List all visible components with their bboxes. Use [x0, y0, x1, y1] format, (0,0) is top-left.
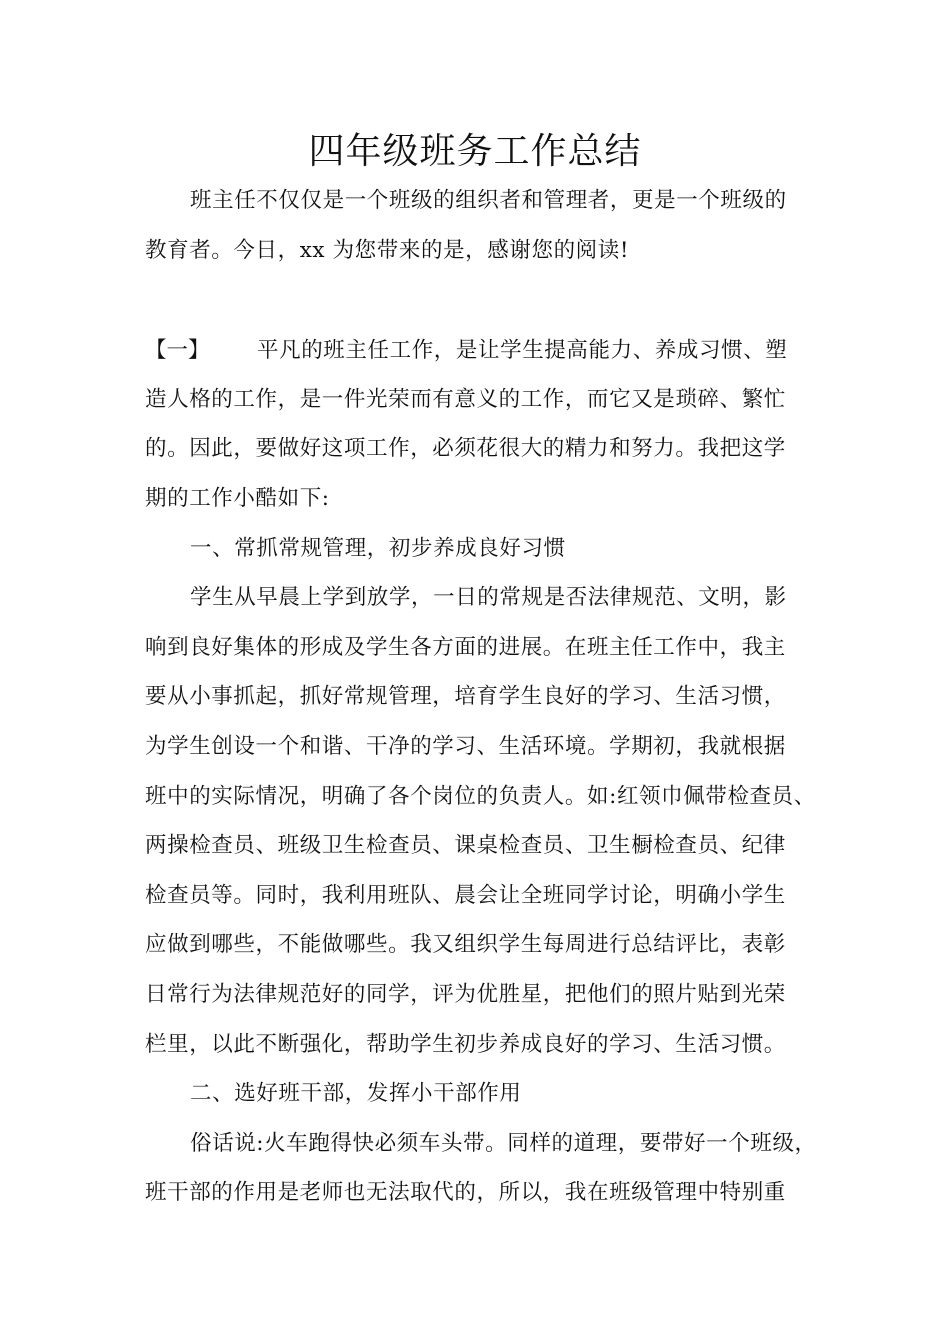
paragraph-line: 俗话说:火车跑得快必须车头带。同样的道理，要带好一个班级，: [190, 1131, 817, 1156]
paragraph-line-text: 平凡的班主任工作，是让学生提高能力、养成习惯、塑: [257, 338, 788, 363]
paragraph-line: 造人格的工作，是一件光荣而有意义的工作，而它又是琐碎、繁忙: [145, 387, 786, 412]
document-title: 四年级班务工作总结: [308, 131, 642, 172]
paragraph-line: 检查员等。同时，我利用班队、晨会让全班同学讨论，明确小学生: [145, 883, 786, 908]
paragraph-line: 为学生创设一个和谐、干净的学习、生活环境。学期初，我就根据: [145, 734, 786, 759]
paragraph-line: 班中的实际情况，明确了各个岗位的负责人。如:红领巾佩带检查员、: [145, 784, 816, 809]
paragraph-line: 应做到哪些，不能做哪些。我又组织学生每周进行总结评比，表彰: [145, 932, 786, 957]
paragraph-line: 学生从早晨上学到放学，一日的常规是否法律规范、文明，影: [190, 585, 787, 610]
paragraph-line: 响到良好集体的形成及学生各方面的进展。在班主任工作中，我主: [145, 635, 786, 660]
paragraph-line: 的。因此，要做好这项工作，必须花很大的精力和努力。我把这学: [145, 436, 786, 461]
paragraph-line: 要从小事抓起，抓好常规管理，培育学生良好的学习、生活习惯，: [145, 684, 786, 709]
section-heading: 二、选好班干部，发挥小干部作用: [190, 1081, 522, 1106]
paragraph-line: 期的工作小酷如下:: [145, 486, 330, 511]
paragraph-line: 栏里，以此不断强化，帮助学生初步养成良好的学习、生活习惯。: [145, 1032, 786, 1057]
paragraph-line: 班干部的作用是老师也无法取代的，所以，我在班级管理中特别重: [145, 1180, 786, 1205]
section-heading: 一、常抓常规管理，初步养成良好习惯: [190, 536, 566, 561]
paragraph-line: 两操检查员、班级卫生检查员、课桌检查员、卫生橱检查员、纪律: [145, 833, 786, 858]
section-marker: 【一】: [145, 338, 210, 363]
paragraph-line: 日常行为法律规范好的同学，评为优胜星，把他们的照片贴到光荣: [145, 982, 786, 1007]
paragraph-line: 班主任不仅仅是一个班级的组织者和管理者，更是一个班级的: [190, 188, 787, 213]
section-first-line: [145, 336, 787, 366]
paragraph-line: 教育者。今日，xx 为您带来的是，感谢您的阅读!: [145, 238, 630, 263]
